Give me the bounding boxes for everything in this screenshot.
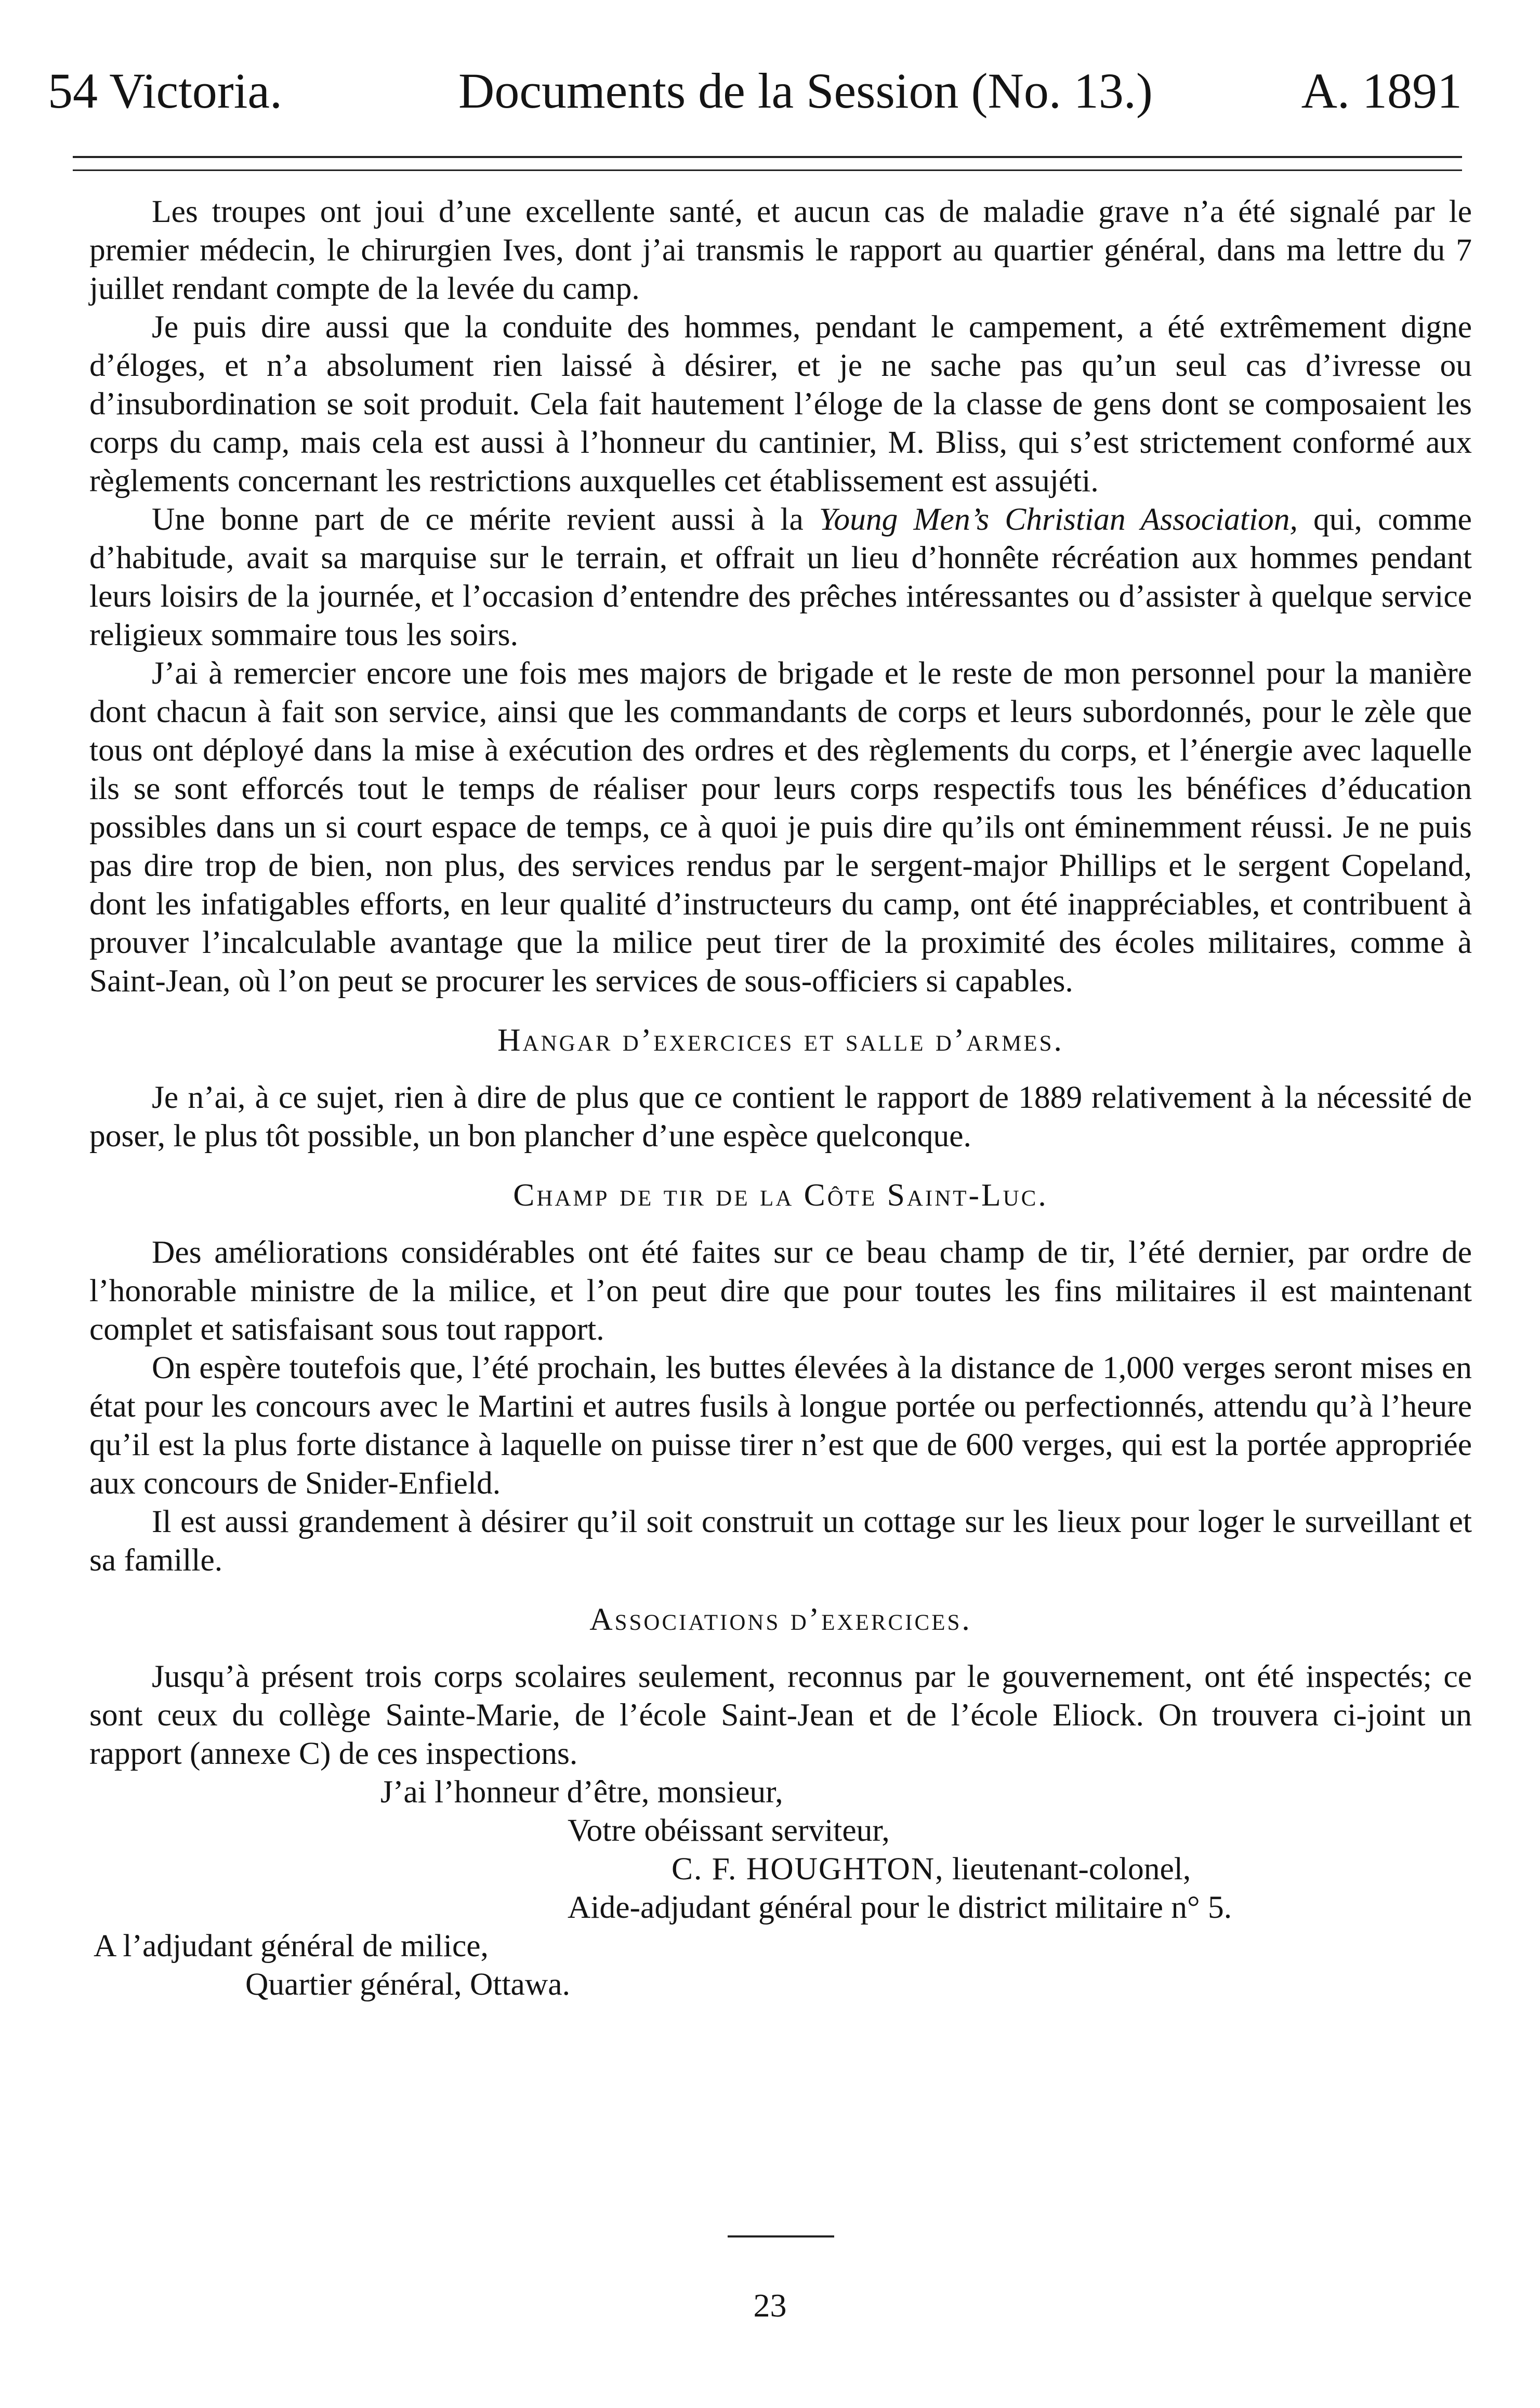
section-title-rifle-range: Champ de tir de la Côte Saint-Luc. bbox=[513, 1177, 1048, 1213]
paragraph-drill-shed: Je n’ai, à ce sujet, rien à dire de plus que ce contient le rapport de 1889 relativement à la nécessité de poser, le plus tôt possible, un bon plancher d’une espèce quelconque. bbox=[89, 1080, 1472, 1154]
signature-rank: lieutenant-colonel, bbox=[944, 1851, 1191, 1887]
paragraph-range-improvements: Des améliorations considérables ont été faites sur ce beau champ de tir, l’été dernier, par ordre de l’honorable ministre de la milice, et l’on peut dire que pour toutes les fins militaires il est maintenant complet et satisfaisant sous tout rapport. bbox=[89, 1235, 1472, 1347]
section-title-drill-shed: Hangar d’exercices et salle d’armes. bbox=[497, 1023, 1064, 1058]
paragraph-conduct: Je puis dire aussi que la conduite des hommes, pendant le campement, a été extrêmement digne d’éloges, et n’a absolument rien laissé à désirer, et je ne sache pas qu’un seul cas d’ivresse ou d’insubordination se soit produit. Cela fait hautement l’éloge de la classe de gens dont se composaient les corps du camp, mais cela est aussi à l’honneur du cantinier, M. Bliss, qui s’est strictement conformé aux règlements concernant les restrictions auxquelles cet établissement est assujéti. bbox=[89, 309, 1472, 499]
section-title-drill-associations: Associations d’exercices. bbox=[589, 1602, 972, 1637]
paragraph-ymca-end: qui, comme d’habitude, avait sa marquise sur le terrain, et offrait un lieu d’honnête récréation aux hommes pendant leurs loisirs de la journée, et l’occasion d’entendre des prêches intéressantes ou d’assister à quelque service religieux sommaire tous les soirs. bbox=[89, 502, 1472, 652]
header-year: A. 1891 bbox=[1301, 63, 1462, 119]
signature-title-line: Aide-adjudant général pour le district militaire n° 5. bbox=[568, 1890, 1232, 1925]
closing-servant-line: Votre obéissant serviteur, bbox=[568, 1813, 890, 1848]
addressee-line: A l’adjudant général de milice, bbox=[94, 1928, 489, 1964]
running-header bbox=[48, 62, 1462, 120]
page-number: 23 bbox=[753, 2287, 787, 2324]
paragraph-thanks: J’ai à remercier encore une fois mes majors de brigade et le reste de mon personnel pour la manière dont chacun à fait son service, ainsi que les commandants de corps et leurs subordonnés, pour le zèle que tous ont déployé dans la mise à exécution des ordres et des règlements du corps, et l’énergie avec laquelle ils se sont efforcés tout le temps de réaliser pour leurs corps respectifs tous les bénéfices d’éducation possibles dans un si court espace de temps, ce à quoi je puis dire qu’ils ont éminemment réussi. Je ne puis pas dire trop de bien, non plus, des services rendus par le sergent-major Phillips et le sergent Copeland, dont les infatigables efforts, en leur qualité d’instructeurs du camp, ont été inappréciables, et contribuent à prouver l’incalculable avantage que la milice peut tirer de la proximité des écoles militaires, comme à Saint-Jean, où l’on peut se procurer les services de sous-officiers si capables. bbox=[89, 656, 1472, 999]
closing-honour-line: J’ai l’honneur d’être, monsieur, bbox=[380, 1774, 783, 1810]
signature-name: C. F. HOUGHTON, bbox=[672, 1851, 944, 1887]
paragraph-health: Les troupes ont joui d’une excellente santé, et aucun cas de maladie grave n’a été signalé par le premier médecin, le chirurgien Ives, dont j’ai transmis le rapport au quartier général, dans ma lettre du 7 juillet rendant compte de la levée du camp. bbox=[89, 194, 1472, 306]
paragraph-range-cottage: Il est aussi grandement à désirer qu’il soit construit un cottage sur les lieux pour loger le surveillant et sa famille. bbox=[89, 1504, 1472, 1578]
paragraph-school-corps: Jusqu’à présent trois corps scolaires seulement, reconnus par le gouvernement, ont été inspectés; ce sont ceux du collège Sainte-Marie, de l’école Saint-Jean et de l’école Eliock. On trouvera ci-joint un rapport (annexe C) de ces inspections. bbox=[89, 1659, 1472, 1771]
signature-line bbox=[89, 1850, 1472, 1888]
footer-rule bbox=[728, 2235, 834, 2237]
paragraph-ymca-organization: Young Men’s Christian Association, bbox=[819, 502, 1298, 537]
addressee-location-line: Quartier général, Ottawa. bbox=[245, 1967, 570, 2002]
paragraph-range-butts: On espère toutefois que, l’été prochain, les buttes élevées à la distance de 1,000 verges seront mises en état pour les concours avec le Martini et autres fusils à longue portée ou perfectionnés, attendu qu’à l’heure qu’il est la plus forte distance à laquelle on puisse tirer n’est que de 600 verges, qui est la portée appropriée aux concours de Snider-Enfield. bbox=[89, 1350, 1472, 1501]
header-double-rule bbox=[73, 156, 1462, 171]
paragraph-ymca-start: Une bonne part de ce mérite revient aussi à la bbox=[152, 502, 819, 537]
report-body bbox=[89, 192, 1472, 2004]
header-volume: 54 Victoria. bbox=[48, 63, 283, 119]
header-title: Documents de la Session (No. 13.) bbox=[458, 63, 1153, 119]
paragraph-ymca bbox=[89, 500, 1472, 654]
